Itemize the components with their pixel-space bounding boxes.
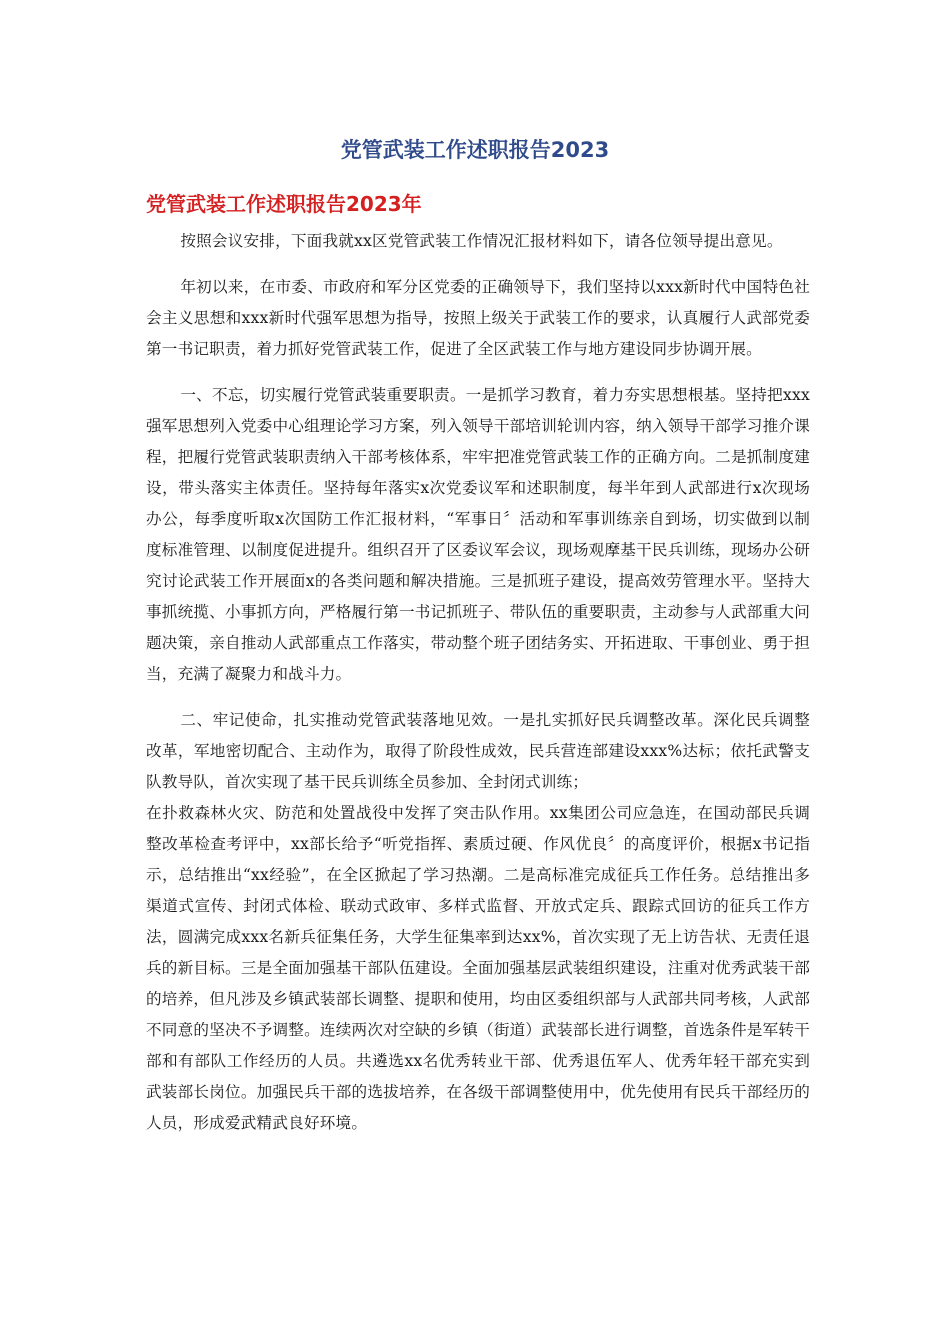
paragraph-section-two: 二、牢记使命，扎实推动党管武装落地见效。一是扎实抓好民兵调整改革。深化民兵调整改革，军地密切配合、主动作为，取得了阶段性成效，民兵营连部建设xxx%达标；依托武警支队教导队，首次实现了基干民兵训练全员参加、全封闭式训练； xyxy=(146,711,810,791)
document-subtitle: 党管武装工作述职报告2023年 xyxy=(146,192,422,216)
paragraph-overview: 年初以来，在市委、市政府和军分区党委的正确领导下，我们坚持以xxx新时代中国特色社会主义思想和xxx新时代强军思想为指导，按照上级关于武装工作的要求，认真履行人武部党委第一书记职责，着力抓好党管武装工作，促进了全区武装工作与地方建设同步协调开展。 xyxy=(146,278,810,358)
paragraph-section-one: 一、不忘，切实履行党管武装重要职责。一是抓学习教育，着力夯实思想根基。坚持把xxx强军思想列入党委中心组理论学习方案，列入领导干部培训轮训内容，纳入领导干部学习推介课程，把履行党管武装职责纳入干部考核体系，牢牢把准党管武装工作的正确方向。二是抓制度建设，带头落实主体责任。坚持每年落实x次党委议军和述职制度，每半年到人武部进行x次现场办公，每季度听取x次国防工作汇报材料，“军事日〞活动和军事训练亲自到场，切实做到以制度标准管理、以制度促进提升。组织召开了区委议军会议，现场观摩基干民兵训练，现场办公研究讨论武装工作开展面x的各类问题和解决措施。三是抓班子建设，提高效劳管理水平。坚持大事抓统揽、小事抓方向，严格履行第一书记抓班子、带队伍的重要职责，主动参与人武部重大问题决策，亲自推动人武部重点工作落实，带动整个班子团结务实、开拓进取、干事创业、勇于担当，充满了凝聚力和战斗力。 xyxy=(146,386,810,683)
document-body xyxy=(146,226,810,1139)
paragraph-section-two-continued: 在扑救森林火灾、防范和处置战役中发挥了突击队作用。xx集团公司应急连，在国动部民兵调整改革检查考评中，xx部长给予“听党指挥、素质过硬、作风优良〞的高度评价，根据x书记指示，总结推出“xx经验”，在全区掀起了学习热潮。二是高标准完成征兵工作任务。总结推出多渠道式宣传、封闭式体检、联动式政审、多样式监督、开放式定兵、跟踪式回访的征兵工作方法，圆满完成xxx名新兵征集任务，大学生征集率到达xx%，首次实现了无上访告状、无责任退兵的新目标。三是全面加强基干部队伍建设。全面加强基层武装组织建设，注重对优秀武装干部的培养，但凡涉及乡镇武装部长调整、提职和使用，均由区委组织部与人武部共同考核，人武部不同意的坚决不予调整。连续两次对空缺的乡镇（街道）武装部长进行调整，首选条件是军转干部和有部队工作经历的人员。共遴选xx名优秀转业干部、优秀退伍军人、优秀年轻干部充实到武装部长岗位。加强民兵干部的选拔培养，在各级干部调整使用中，优先使用有民兵干部经历的人员，形成爱武精武良好环境。 xyxy=(146,804,810,1132)
document-title: 党管武装工作述职报告2023 xyxy=(340,138,610,162)
paragraph-intro: 按照会议安排，下面我就xx区党管武装工作情况汇报材料如下，请各位领导提出意见。 xyxy=(180,232,783,250)
